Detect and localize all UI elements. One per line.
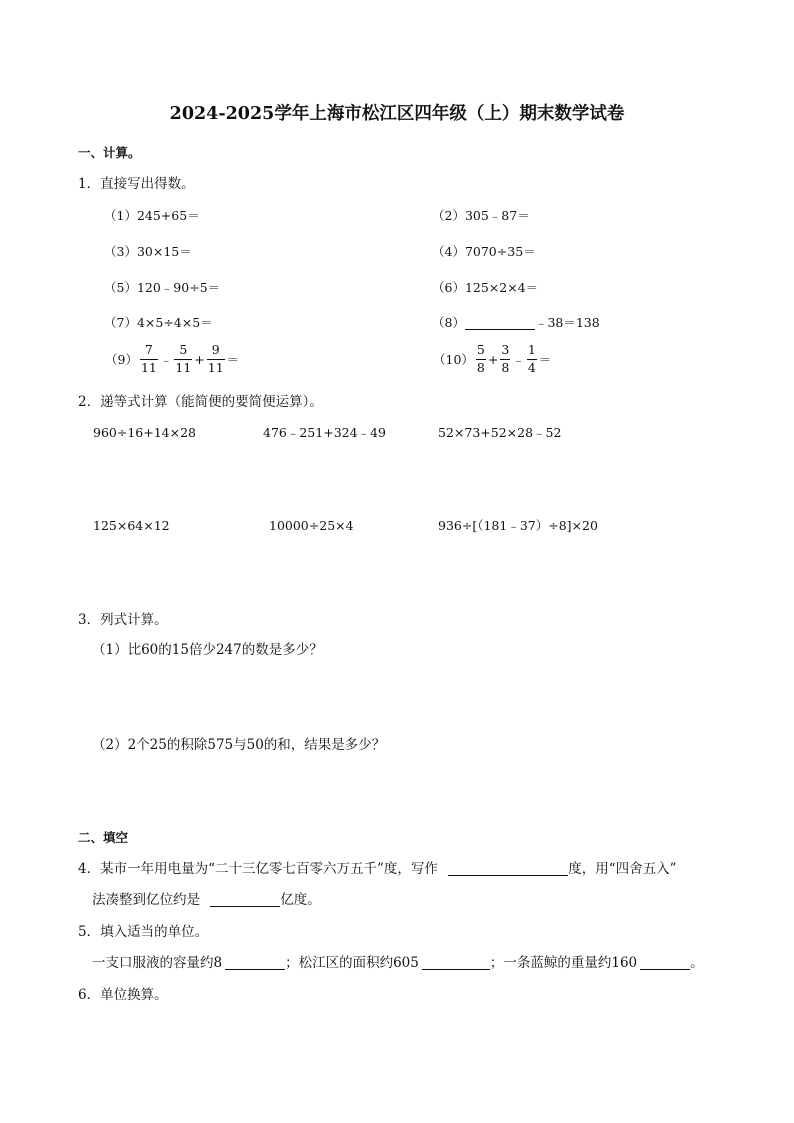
question-2-prompt: 2．递等式计算（能简便的要简便运算）。 — [78, 394, 323, 410]
q3-sub-2: （2）2个25的积除575与50的和，结果是多少？ — [92, 737, 386, 753]
q1-item-7: （7）4×5÷4×5＝ — [104, 315, 213, 330]
q1-item-10 — [432, 344, 552, 374]
question-1-prompt: 1．直接写出得数。 — [78, 176, 195, 192]
q1-item-2: （2）305﹣87＝ — [432, 208, 530, 223]
q2-expr-5: 10000÷25×4 — [269, 518, 354, 533]
q4-blank-written[interactable] — [448, 861, 568, 876]
q1-item-10-label: （10） — [433, 351, 474, 367]
q1-item-8-label: （8） — [432, 315, 465, 330]
q3-sub-1: （1）比60的15倍少247的数是多少？ — [92, 642, 323, 658]
q1-item-8 — [432, 315, 600, 330]
operator: ﹣ — [512, 351, 525, 367]
q1-item-6: （6）125×2×4＝ — [432, 280, 539, 295]
q2-expr-3: 52×73+52×28﹣52 — [438, 425, 562, 440]
q1-item-3: （3）30×15＝ — [104, 244, 192, 259]
q2-expr-6: 936÷[（181﹣37）÷8]×20 — [438, 518, 598, 533]
operator: + — [487, 351, 499, 367]
equals-sign: ＝ — [538, 351, 552, 367]
q2-expr-1: 960÷16+14×28 — [93, 425, 196, 440]
equals-sign: ＝ — [226, 351, 240, 367]
q1-item-1: （1）245+65＝ — [104, 208, 200, 223]
q2-expr-4: 125×64×12 — [93, 518, 170, 533]
question-3-prompt: 3．列式计算。 — [78, 612, 168, 628]
question-5-prompt: 5．填入适当的单位。 — [78, 924, 209, 940]
q1-item-4: （4）7070÷35＝ — [432, 244, 536, 259]
q1-item-5: （5）120﹣90÷5＝ — [104, 280, 221, 295]
question-6-prompt: 6．单位换算。 — [78, 987, 168, 1003]
question-4-line-1: 4．某市一年用电量为“二十三亿零七百零六万五千”度，写作 度，用“四舍五入” — [78, 861, 677, 877]
q2-expr-2: 476﹣251+324﹣49 — [263, 425, 386, 440]
section-heading-fill: 二、填空 — [78, 830, 129, 845]
question-4-line-2: 法凑整到亿位约是 亿度。 — [92, 892, 321, 908]
fraction: $\frac{7}{11}$ — [140, 342, 157, 375]
q1-item-8-blank[interactable] — [465, 315, 535, 330]
question-5-line: 一支口服液的容量约8 ；松江区的面积约605 ；一条蓝鲸的重量约160 。 — [92, 955, 704, 971]
q4-blank-rounded[interactable] — [210, 892, 280, 907]
operator: ﹣ — [159, 351, 173, 367]
q1-item-9-label: （9） — [105, 351, 138, 367]
q5-blank-3[interactable] — [640, 955, 690, 970]
page-title: 2024-2025学年上海市松江区四年级（上）期末数学试卷 — [169, 104, 625, 124]
fraction: $\frac{5}{11}$ — [175, 342, 192, 375]
q5-blank-2[interactable] — [422, 955, 490, 970]
q5-blank-1[interactable] — [225, 955, 285, 970]
section-heading-calc: 一、计算。 — [78, 145, 141, 160]
q1-item-8-rest: ﹣38＝138 — [534, 315, 600, 330]
fraction: $\frac{9}{11}$ — [207, 342, 224, 375]
fraction: $\frac{5}{8}$ — [476, 342, 485, 375]
fraction: $\frac{3}{8}$ — [501, 342, 510, 375]
operator: + — [194, 351, 205, 367]
fraction: $\frac{1}{4}$ — [527, 342, 536, 375]
q1-item-9 — [104, 344, 240, 374]
